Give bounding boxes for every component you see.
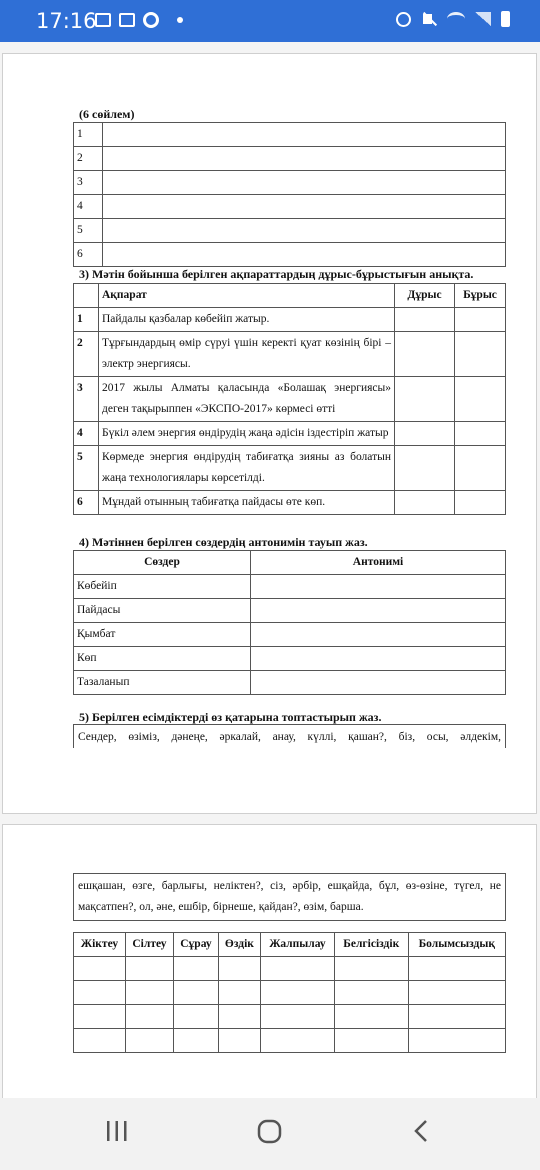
column-header: Өздік (218, 933, 260, 957)
answer-cell[interactable] (103, 219, 506, 243)
row-number: 4 (74, 195, 103, 219)
table-row (74, 671, 506, 695)
answer-cell[interactable] (218, 957, 260, 981)
answer-cell[interactable] (174, 981, 219, 1005)
word-cell: Тазаланып (74, 671, 251, 695)
recent-apps-icon[interactable] (104, 1118, 130, 1144)
answer-cell[interactable] (408, 1005, 505, 1029)
table-header-row (74, 933, 506, 957)
word-cell: Көп (74, 647, 251, 671)
statement-text: Тұрғындардың өмір сүруі үшін керекті қуат көзінің бірі – электр энергиясы. (99, 332, 395, 377)
table-row (74, 219, 506, 243)
answer-cell[interactable] (334, 957, 408, 981)
table-row (74, 647, 506, 671)
column-header: Жіктеу (74, 933, 126, 957)
answer-cell[interactable] (125, 1005, 173, 1029)
answer-cell[interactable] (74, 1005, 126, 1029)
answer-cell[interactable] (125, 957, 173, 981)
row-number: 6 (74, 491, 99, 515)
answer-cell[interactable] (74, 981, 126, 1005)
signal-icon (475, 12, 491, 26)
battery-icon (501, 11, 510, 27)
table-row (74, 1005, 506, 1029)
true-cell[interactable] (395, 308, 455, 332)
antonym-cell[interactable] (251, 647, 506, 671)
row-number: 5 (74, 219, 103, 243)
statement-text: Көрмеде энергия өндірудің табиғатқа зияны аз болатын жаңа технологиялары көрсетілді. (99, 446, 395, 491)
table-row (74, 171, 506, 195)
row-number: 2 (74, 332, 99, 377)
table-row (74, 308, 506, 332)
table-row (74, 195, 506, 219)
table-row (74, 491, 506, 515)
false-cell[interactable] (455, 491, 506, 515)
col-false: Бұрыс (455, 284, 506, 308)
answer-cell[interactable] (260, 1005, 334, 1029)
false-cell[interactable] (455, 422, 506, 446)
answer-cell[interactable] (218, 1029, 260, 1053)
row-number: 1 (74, 308, 99, 332)
statement-text: 2017 жылы Алматы қаласында «Болашақ энергиясы» деген тақырыппен «ЭКСПО-2017» көрмесі өтті (99, 377, 395, 422)
false-cell[interactable] (455, 377, 506, 422)
column-header: Жалпылау (260, 933, 334, 957)
alarm-icon (396, 12, 411, 27)
answer-cell[interactable] (260, 1029, 334, 1053)
mute-icon (421, 11, 437, 27)
word-cell: Пайдасы (74, 599, 251, 623)
table-row (74, 575, 506, 599)
word-cell: Көбейіп (74, 575, 251, 599)
col-antonym: Антонимі (251, 551, 506, 575)
chrome-icon (143, 12, 159, 28)
antonym-cell[interactable] (251, 599, 506, 623)
answer-cell[interactable] (260, 957, 334, 981)
answer-cell[interactable] (125, 1029, 173, 1053)
document-page-1[interactable] (2, 53, 537, 814)
answer-cell[interactable] (103, 243, 506, 267)
answer-cell[interactable] (174, 1029, 219, 1053)
antonym-cell[interactable] (251, 623, 506, 647)
row-number: 4 (74, 422, 99, 446)
answer-cell[interactable] (174, 957, 219, 981)
pronoun-list-part2: ешқашан, өзге, барлығы, неліктен?, сіз, әрбір, ешқайда, бұл, өз-өзіне, түгел, не мақсатпен?, ол, әне, ешбір, бірнеше, қайдан?, өзім, барша. (73, 873, 506, 921)
answer-cell[interactable] (74, 957, 126, 981)
col-true: Дұрыс (395, 284, 455, 308)
table-row (74, 332, 506, 377)
table-row (74, 446, 506, 491)
gallery-icon (95, 13, 111, 27)
table-row (74, 1029, 506, 1053)
column-header: Белгісіздік (334, 933, 408, 957)
column-header: Сұрау (174, 933, 219, 957)
row-number: 3 (74, 171, 103, 195)
answer-cell[interactable] (103, 147, 506, 171)
true-cell[interactable] (395, 377, 455, 422)
notification-dot-icon (177, 17, 183, 23)
table-row (74, 147, 506, 171)
wifi-icon (447, 12, 465, 26)
answer-cell[interactable] (74, 1029, 126, 1053)
word-cell: Қымбат (74, 623, 251, 647)
answer-cell[interactable] (125, 981, 173, 1005)
statement-text: Пайдалы қазбалар көбейіп жатыр. (99, 308, 395, 332)
true-cell[interactable] (395, 491, 455, 515)
row-number: 1 (74, 123, 103, 147)
answer-cell[interactable] (334, 1029, 408, 1053)
status-bar (0, 0, 540, 42)
table-row (74, 377, 506, 422)
answer-cell[interactable] (103, 123, 506, 147)
antonym-cell[interactable] (251, 575, 506, 599)
answer-cell[interactable] (408, 957, 505, 981)
answer-cell[interactable] (334, 981, 408, 1005)
row-number: 3 (74, 377, 99, 422)
table-row (74, 981, 506, 1005)
antonym-cell[interactable] (251, 671, 506, 695)
section4-heading: 4) Мәтіннен берілген сөздердің антонимін тауып жаз. (79, 535, 368, 549)
pronoun-groups-table (73, 932, 506, 1053)
statement-text: Бүкіл әлем энергия өндірудің жаңа әдісін іздестіріп жатыр (99, 422, 395, 446)
true-cell[interactable] (395, 332, 455, 377)
answer-cell[interactable] (334, 1005, 408, 1029)
table-row (74, 422, 506, 446)
answer-cell[interactable] (218, 981, 260, 1005)
answer-cell[interactable] (218, 1005, 260, 1029)
row-number: 5 (74, 446, 99, 491)
table-row (74, 123, 506, 147)
table-row (74, 957, 506, 981)
column-header: Болымсыздық (408, 933, 505, 957)
false-cell[interactable] (455, 308, 506, 332)
true-cell[interactable] (395, 422, 455, 446)
row-number: 6 (74, 243, 103, 267)
table-row (74, 599, 506, 623)
answer-cell[interactable] (260, 981, 334, 1005)
false-cell[interactable] (455, 446, 506, 491)
true-cell[interactable] (395, 446, 455, 491)
antonym-table (73, 550, 506, 695)
statement-text: Мұндай отынның табиғатқа пайдасы өте көп. (99, 491, 395, 515)
answer-cell[interactable] (174, 1005, 219, 1029)
section5-heading: 5) Берілген есімдіктерді өз қатарына топтастырып жаз. (79, 710, 382, 724)
col-info: Ақпарат (99, 284, 395, 308)
column-header: Сілтеу (125, 933, 173, 957)
back-icon[interactable] (410, 1118, 434, 1144)
navigation-bar (0, 1098, 540, 1170)
pronoun-list-part1: Сендер, өзіміз, дәнеңе, әркалай, анау, күллі, қашан?, біз, осы, әлдекім, (73, 724, 506, 748)
section3-heading: 3) Мәтін бойынша берілген ақпараттардың дұрыс-бұрыстығын анықта. (79, 267, 474, 281)
status-time: 17:16 (36, 9, 97, 33)
calendar-icon (119, 13, 135, 27)
true-false-table (73, 283, 506, 515)
answer-cell[interactable] (408, 1029, 505, 1053)
col-words: Сөздер (74, 551, 251, 575)
table-row (74, 243, 506, 267)
section2-heading: (6 сөйлем) (79, 107, 135, 121)
answer-cell[interactable] (103, 195, 506, 219)
table-row (74, 623, 506, 647)
sentences-table (73, 122, 506, 267)
answer-cell[interactable] (408, 981, 505, 1005)
false-cell[interactable] (455, 332, 506, 377)
answer-cell[interactable] (103, 171, 506, 195)
document-page-2[interactable] (2, 824, 537, 1099)
home-icon[interactable] (256, 1118, 284, 1146)
row-number: 2 (74, 147, 103, 171)
